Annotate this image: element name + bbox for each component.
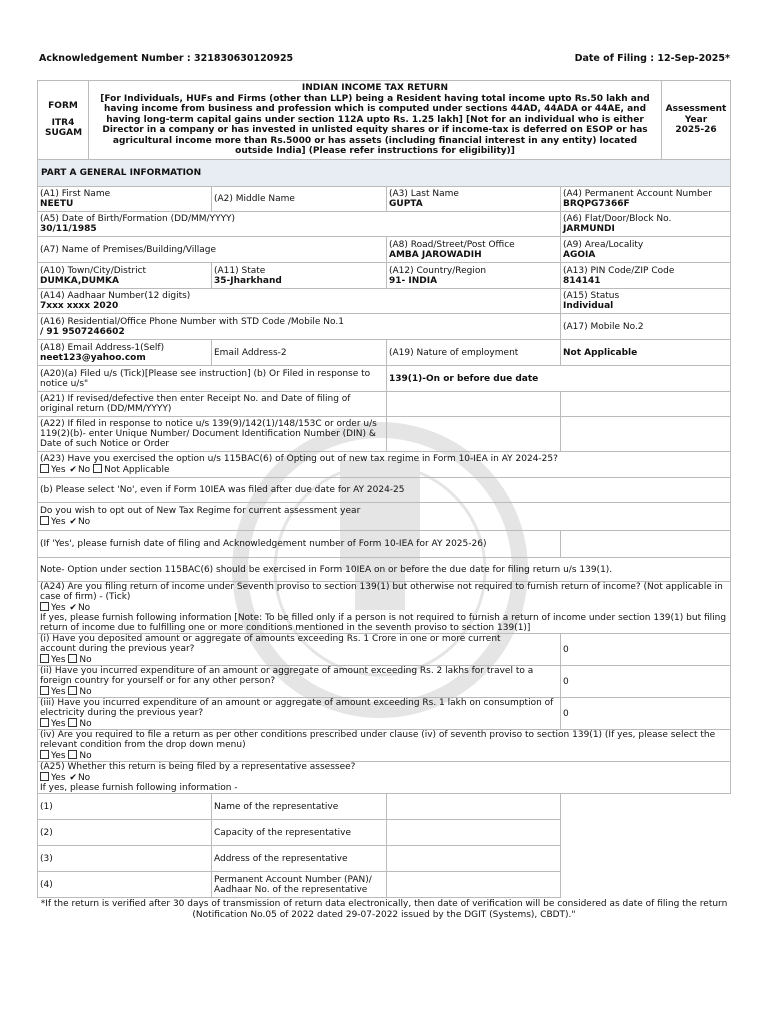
part-a-title: PART A GENERAL INFORMATION <box>38 160 731 187</box>
a23-yes-checkbox[interactable] <box>40 464 49 473</box>
rep3-num: (3) <box>38 846 212 872</box>
q4-cell: (iv) Are you required to file a return as per other conditions prescribed under clause (iv) of seventh proviso to section 139(1) (If yes, please select the relevant condition from the drop down menu) Yes No <box>38 730 731 762</box>
q4-yes-checkbox[interactable] <box>40 750 49 759</box>
a14-cell: (A14) Aadhaar Number(12 digits) 7xxx xxxx 2020 <box>38 289 561 314</box>
optout-yes-checkbox[interactable] <box>40 516 49 525</box>
a25-yes-checkbox[interactable] <box>40 772 49 781</box>
form-title: INDIAN INCOME TAX RETURN <box>301 83 449 94</box>
q3-cell: (iii) Have you incurred expenditure of an amount or aggregate of amount exceeding Rs. 1 lakh on consumption of electricity during the previous year? Yes No <box>38 698 561 730</box>
rep1-num: (1) <box>38 794 212 820</box>
form-description: [For Individuals, HUFs and Firms (other than LLP) being a Resident having total income upto Rs.50 lakh and having income from business and profession which is computed under sections 44AD, 44ADA or 44AE, and having long-term capital gains under section 112A upto Rs. 1.25 lakh] [Not for an individual who is either Director in a company or has invested in unlisted equity shares or if income-tax is deferred on ESOP or has agricultural income more than Rs.5000 or has assets (including financial interest in any entity) located outside India] (Please refer instructions for eligibility)] <box>100 93 650 157</box>
rep1-value <box>387 794 561 820</box>
a7-cell: (A7) Name of Premises/Building/Village <box>38 237 387 263</box>
a20-label: (A20)(a) Filed u/s (Tick)[Please see instruction] (b) Or Filed in response to notice u/s" <box>38 366 387 392</box>
dob-value: 30/11/1985 <box>40 224 97 234</box>
pin-value: 814141 <box>563 275 601 286</box>
a12-cell: (A12) Country/Region 91- INDIA <box>387 263 561 289</box>
a24-ifyes: If yes, please furnish following information [Note: To be filled only if a person is not required to furnish a return of income under section 139(1) but filing return of income due to fulfilling one or more conditions mentioned in the seventh proviso to section 139(1)] <box>40 613 727 633</box>
a24-yes-checkbox[interactable] <box>40 602 49 611</box>
a25-cell: (A25) Whether this return is being filed by a representative assessee? Yes ✔No If yes, please furnish following information - <box>38 762 731 794</box>
assessment-year-value: 2025-26 <box>675 125 717 136</box>
q1-value: 0 <box>561 634 731 666</box>
email2-cell: Email Address-2 <box>212 340 387 366</box>
rep4-label: Permanent Account Number (PAN)/ Aadhaar No. of the representative <box>212 872 387 898</box>
last-name-value: GUPTA <box>389 199 423 209</box>
form-header <box>37 80 731 160</box>
a15-cell: (A15) Status Individual <box>561 289 731 314</box>
aadhaar-value: 7xxx xxxx 2020 <box>40 301 119 311</box>
rep4-empty <box>561 872 731 898</box>
area-value: AGOIA <box>563 249 596 260</box>
rep2-empty <box>561 820 731 846</box>
a18-cell: (A18) Email Address-1(Self) neet123@yahoo.com <box>38 340 212 366</box>
a1-cell: (A1) First Name NEETU <box>38 187 212 212</box>
a23-no-tick-icon[interactable]: ✔ <box>69 465 77 475</box>
assessment-year-cell <box>662 81 731 160</box>
a25-no-tick-icon[interactable]: ✔ <box>69 773 77 783</box>
rep2-label: Capacity of the representative <box>212 820 387 846</box>
a5-cell: (A5) Date of Birth/Formation (DD/MM/YYYY) 30/11/1985 <box>38 212 561 237</box>
a22-extra <box>561 417 731 452</box>
q2-no-checkbox[interactable] <box>68 686 77 695</box>
a13-cell: (A13) PIN Code/ZIP Code 814141 <box>561 263 731 289</box>
a23-cell: (A23) Have you exercised the option u/s 115BAC(6) of Opting out of new tax regime in Form 10-IEA in AY 2024-25? Yes ✔No Not Applicable <box>38 452 731 478</box>
a10-cell: (A10) Town/City/District DUMKA,DUMKA <box>38 263 212 289</box>
a9-cell: (A9) Area/Locality AGOIA <box>561 237 731 263</box>
a23b-label: (b) Please select 'No', even if Form 10IEA was filed after due date for AY 2024-25 <box>38 478 731 503</box>
flat-value: JARMUNDI <box>563 224 615 234</box>
rep2-value <box>387 820 561 846</box>
form-title-cell <box>89 81 662 160</box>
q2-cell: (ii) Have you incurred expenditure of an amount or aggregate of amount exceeding Rs. 2 lakhs for travel to a foreign country for yourself or for any other person? Yes No <box>38 666 561 698</box>
acknowledgement-number: Acknowledgement Number : 321830630120925 <box>39 53 294 64</box>
rep1-empty <box>561 794 731 820</box>
country-value: 91- INDIA <box>389 275 438 286</box>
q4-no-checkbox[interactable] <box>68 750 77 759</box>
q3-value: 0 <box>561 698 731 730</box>
a8-cell: (A8) Road/Street/Post Office AMBA JAROWADIH <box>387 237 561 263</box>
town-value: DUMKA,DUMKA <box>40 275 119 286</box>
rep3-label: Address of the representative <box>212 846 387 872</box>
a21-label: (A21) If revised/defective then enter Receipt No. and Date of filing of original return (DD/MM/YYYY) <box>38 392 387 417</box>
a3-cell: (A3) Last Name GUPTA <box>387 187 561 212</box>
form-label: FORM <box>48 101 78 112</box>
optout-cell: Do you wish to opt out of New Tax Regime for current assessment year Yes ✔No <box>38 503 731 531</box>
q2-yes-checkbox[interactable] <box>40 686 49 695</box>
a4-cell: (A4) Permanent Account Number BRQPG7366F <box>561 187 731 212</box>
a23-na-checkbox[interactable] <box>93 464 102 473</box>
a17-cell: (A17) Mobile No.2 <box>561 314 731 340</box>
a19-cell: (A19) Nature of employment <box>387 340 561 366</box>
a22-label: (A22) If filed in response to notice u/s 139(9)/142(1)/148/153C or order u/s 119(2)(b)- enter Unique Number/ Document Identification Number (DIN) & Date of such Notice or Order <box>38 417 387 452</box>
a24-cell: (A24) Are you filing return of income under Seventh proviso to section 139(1) but otherwise not required to furnish return of income? (Not applicable in case of firm) - (Tick) Yes ✔No If yes, please furnish following information [Note: To be filled only if a person is not required to furnish a return of income under section 139(1) but filing return of income due to fulfilling one or more conditions mentioned in the seventh proviso to section 139(1)] <box>38 582 731 634</box>
a25-ifyes: If yes, please furnish following information - <box>40 783 238 793</box>
q1-no-checkbox[interactable] <box>68 654 77 663</box>
pan-value: BRQPG7366F <box>563 199 630 209</box>
acknowledgement-bar <box>39 53 730 67</box>
rep3-empty <box>561 846 731 872</box>
rep3-value <box>387 846 561 872</box>
q2-value: 0 <box>561 666 731 698</box>
status-value: Individual <box>563 301 614 311</box>
form-id-cell <box>38 81 89 160</box>
form-code: ITR4 SUGAM <box>45 117 83 139</box>
q1-yes-checkbox[interactable] <box>40 654 49 663</box>
a19-value: Not Applicable <box>561 340 731 366</box>
rep4-num: (4) <box>38 872 212 898</box>
road-value: AMBA JAROWADIH <box>389 249 482 260</box>
q3-yes-checkbox[interactable] <box>40 718 49 727</box>
ifyes-value <box>561 531 731 558</box>
a24-no-tick-icon[interactable]: ✔ <box>69 603 77 613</box>
ifyes-label: (If 'Yes', please furnish date of filing and Acknowledgement number of Form 10-IEA for AY 2025-26) <box>38 531 561 558</box>
a6-cell: (A6) Flat/Door/Block No. JARMUNDI <box>561 212 731 237</box>
state-value: 35-Jharkhand <box>214 275 282 286</box>
a11-cell: (A11) State 35-Jharkhand <box>212 263 387 289</box>
rep4-value <box>387 872 561 898</box>
q1-cell: (i) Have you deposited amount or aggregate of amounts exceeding Rs. 1 Crore in one or more current account during the previous year? Yes No <box>38 634 561 666</box>
q3-no-checkbox[interactable] <box>68 718 77 727</box>
a16-cell: (A16) Residential/Office Phone Number with STD Code /Mobile No.1 / 91 9507246602 <box>38 314 561 340</box>
a2-cell: (A2) Middle Name <box>212 187 387 212</box>
a20-value: 139(1)-On or before due date <box>387 366 731 392</box>
phone-value: / 91 9507246602 <box>40 326 125 337</box>
optout-no-tick-icon[interactable]: ✔ <box>69 517 77 527</box>
a22-value <box>387 417 561 452</box>
note-label: Note- Option under section 115BAC(6) should be exercised in Form 10IEA on or before the due date for filing return u/s 139(1). <box>38 558 731 582</box>
rep2-num: (2) <box>38 820 212 846</box>
email1-value: neet123@yahoo.com <box>40 352 146 363</box>
rep1-label: Name of the representative <box>212 794 387 820</box>
date-of-filing: Date of Filing : 12-Sep-2025* <box>574 53 730 64</box>
a21-value <box>387 392 561 417</box>
assessment-year-label: Assessment Year <box>665 104 727 125</box>
first-name-value: NEETU <box>40 199 74 209</box>
footer-note: *If the return is verified after 30 days of transmission of return data electronically, then date of verification will be considered as date of filing the return (Notification No.05 of 2022 dated 29-07-2022 issued by the DGIT (Systems), CBDT)." <box>40 899 728 920</box>
a21-extra <box>561 392 731 417</box>
part-a-table <box>37 159 731 898</box>
